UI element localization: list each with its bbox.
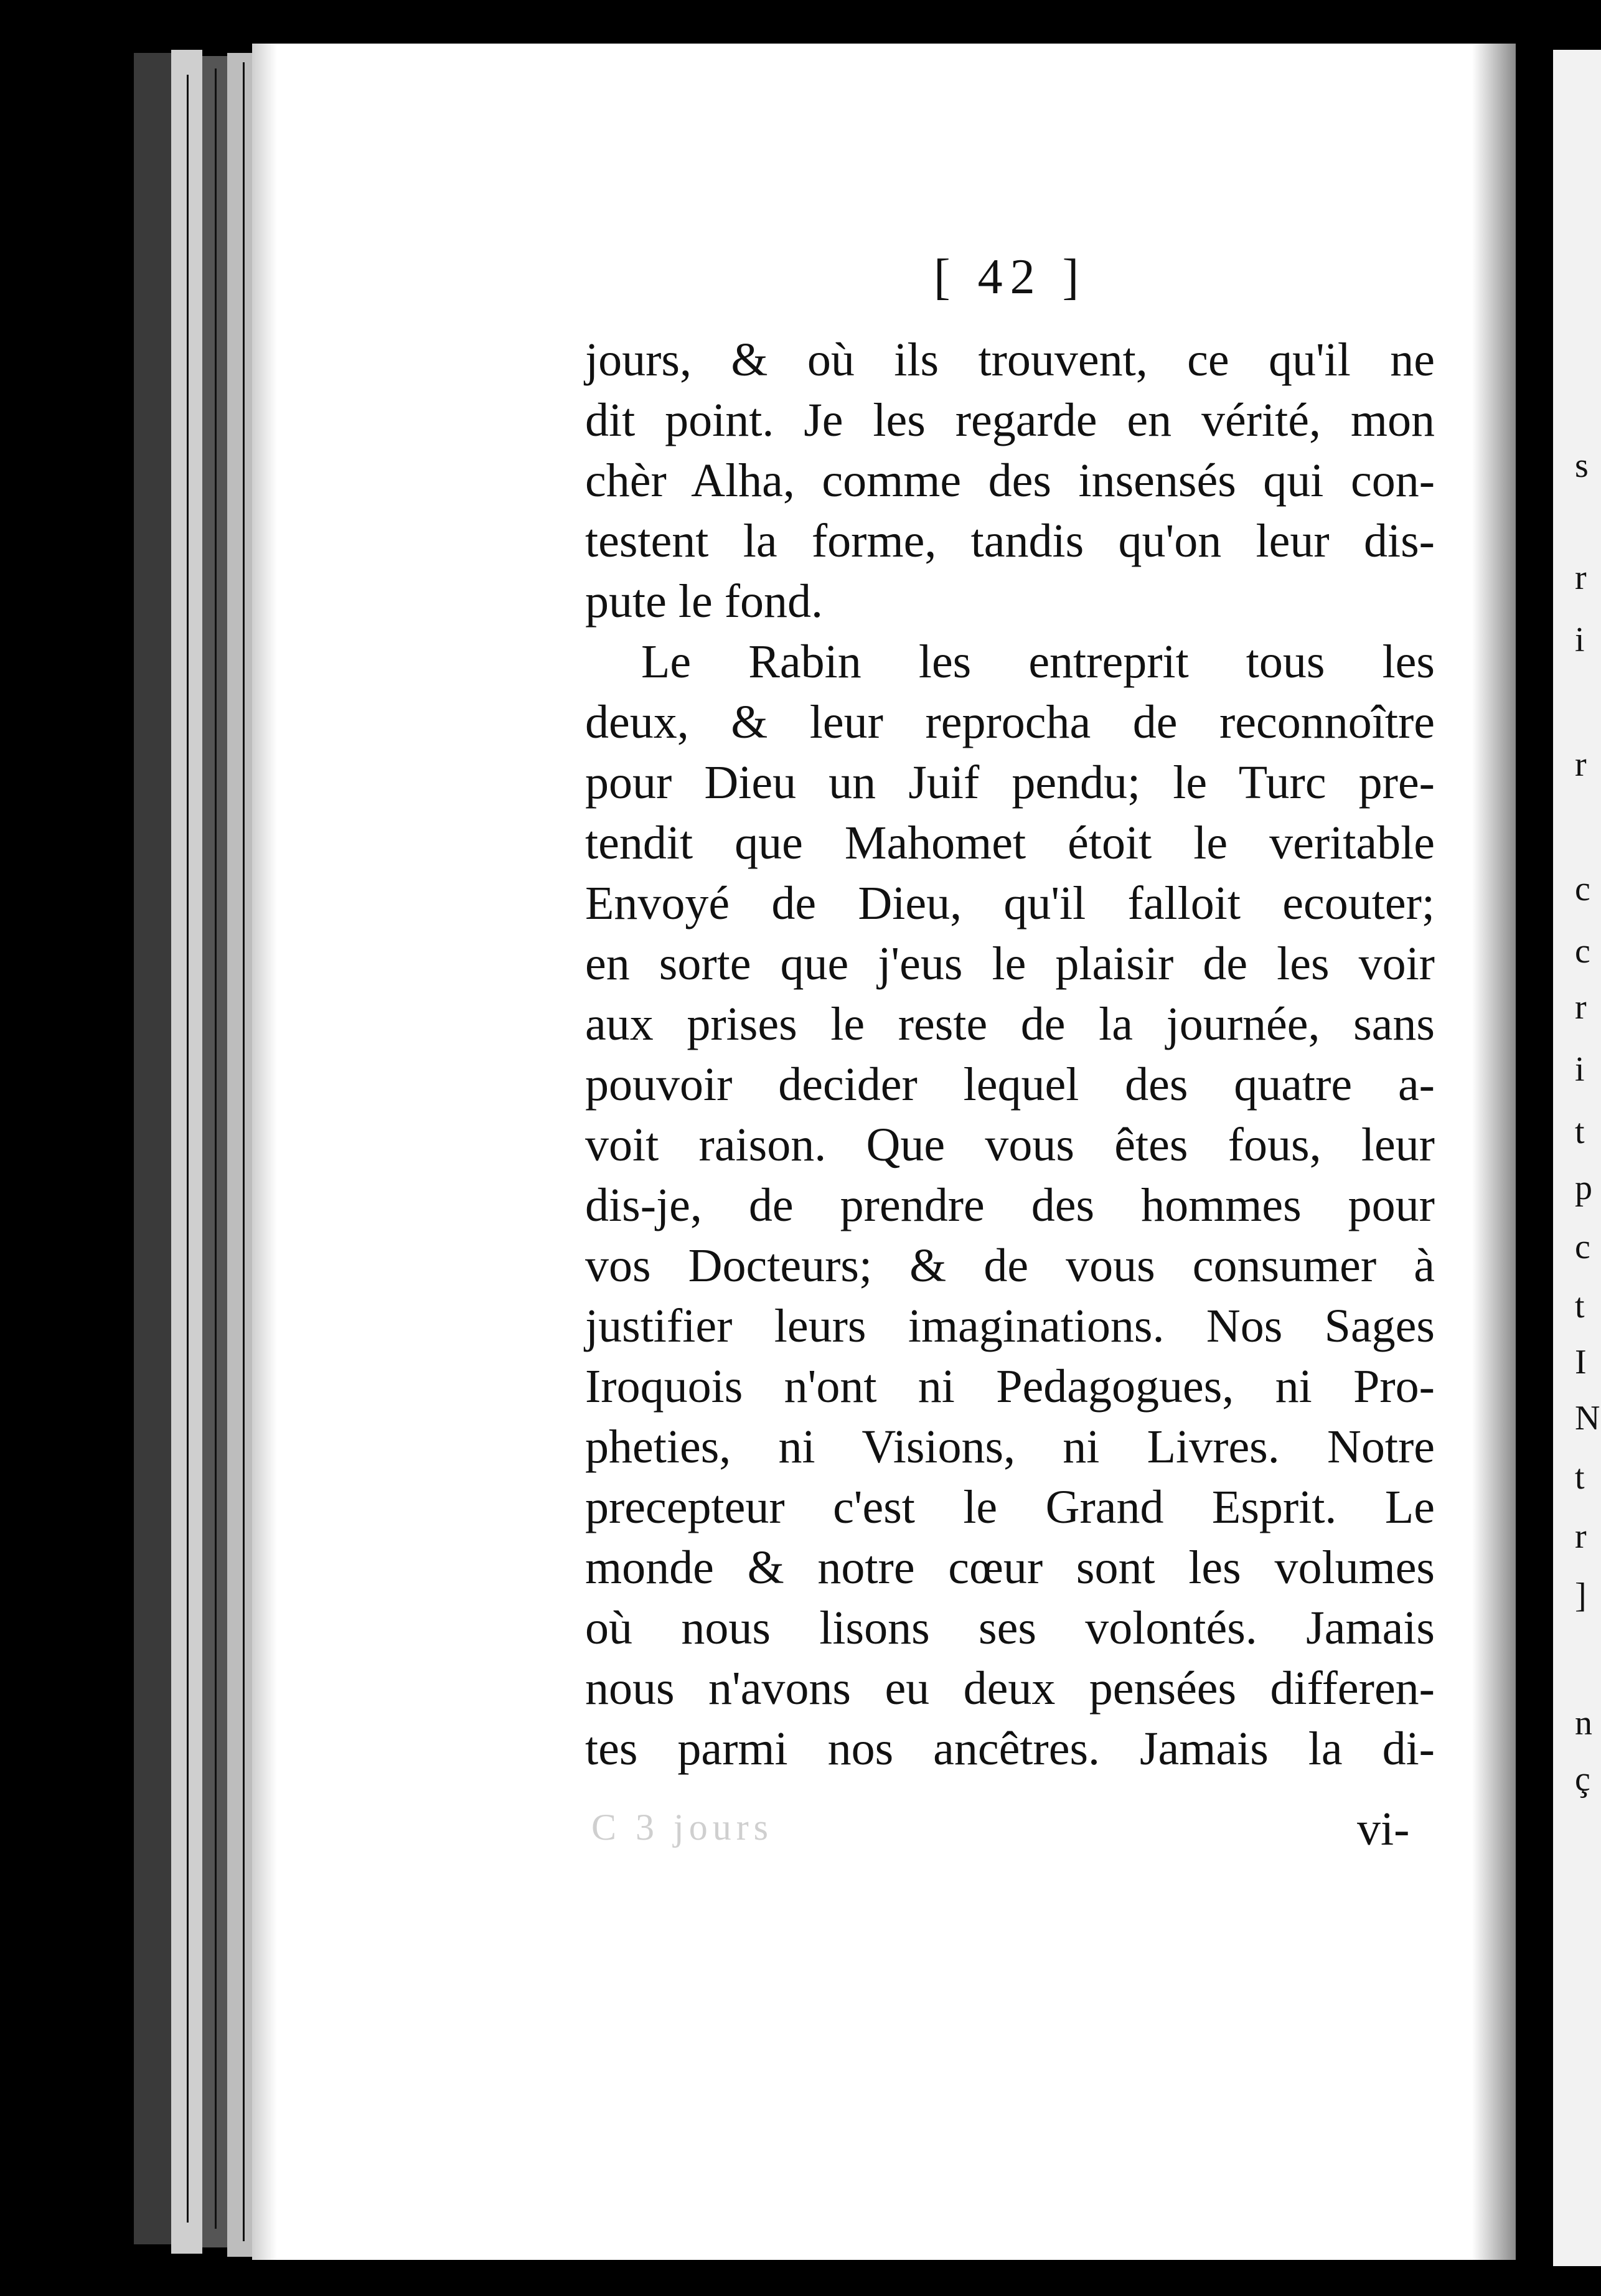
page-number: [ 42 ] [934, 250, 1087, 304]
text-line: justifier leurs imaginations. Nos Sages [585, 1300, 1435, 1352]
text-line: monde & notre cœur sont les volumes [585, 1541, 1435, 1594]
text-line: où nous lisons ses volontés. Jamais [585, 1602, 1435, 1654]
facing-page-fragment: t [1575, 1113, 1585, 1151]
facing-page-fragment: r [1575, 558, 1587, 597]
text-line: chèr Alha, comme des insensés qui con- [585, 454, 1435, 507]
text-line: aux prises le reste de la journée, sans [585, 998, 1435, 1050]
page-edge-line [187, 75, 189, 2223]
page-edge [227, 53, 255, 2257]
text-line: en sorte que j'eus le plaisir de les voir [585, 938, 1435, 990]
leaf-shadow [1472, 44, 1516, 2260]
text-line: precepteur c'est le Grand Esprit. Le [585, 1481, 1435, 1533]
facing-page-fragment: c [1575, 932, 1590, 971]
facing-page [1553, 50, 1601, 2266]
facing-page-fragment: r [1575, 1517, 1587, 1556]
text-line: pour Dieu un Juif pendu; le Turc pre- [585, 756, 1435, 809]
text-line: voit raison. Que vous êtes fous, leur [585, 1119, 1435, 1171]
text-line: pute le fond. [585, 575, 824, 628]
facing-page-fragment: r [1575, 988, 1587, 1027]
text-line: tendit que Mahomet étoit le veritable [585, 817, 1435, 869]
page-edge [134, 53, 171, 2244]
text-line: pouvoir decider lequel des quatre a- [585, 1058, 1435, 1111]
text-line: nous n'avons eu deux pensées differen- [585, 1662, 1435, 1715]
page-edge-line [215, 68, 217, 2229]
facing-page-fragment: t [1575, 1287, 1585, 1325]
text-line: testent la forme, tandis qu'on leur dis- [585, 515, 1435, 567]
facing-page-fragment: i [1575, 1050, 1585, 1089]
page-edge-line [243, 62, 245, 2241]
facing-page-fragment: r [1575, 745, 1587, 784]
text-line: dis-je, de prendre des hommes pour [585, 1179, 1435, 1231]
facing-page-fragment: N [1575, 1399, 1600, 1437]
text-line: dit point. Je les regarde en vérité, mon [585, 394, 1435, 446]
leaf-shadow [252, 44, 277, 2260]
text-line: vos Docteurs; & de vous consumer à [585, 1240, 1435, 1292]
bleed-through-text: C 3 jours [591, 1807, 774, 1848]
text-line: pheties, ni Visions, ni Livres. Notre [585, 1421, 1435, 1473]
facing-page-fragment: ç [1575, 1760, 1590, 1799]
text-line: tes parmi nos ancêtres. Jamais la di- [585, 1723, 1435, 1775]
facing-page-fragment: p [1575, 1169, 1592, 1207]
text-line: Iroquois n'ont ni Pedagogues, ni Pro- [585, 1360, 1435, 1413]
facing-page-fragment: ] [1575, 1576, 1587, 1615]
text-line: Envoyé de Dieu, qu'il falloit ecouter; [585, 877, 1435, 929]
text-line: Le Rabin les entreprit tous les [641, 636, 1435, 688]
text-line: jours, & où ils trouvent, ce qu'il ne [585, 334, 1435, 386]
catchword: vi- [1357, 1803, 1410, 1855]
facing-page-fragment: I [1575, 1343, 1587, 1381]
facing-page-fragment: i [1575, 621, 1585, 659]
facing-page-fragment: t [1575, 1458, 1585, 1497]
text-line: deux, & leur reprocha de reconnoître [585, 696, 1435, 748]
facing-page-fragment: n [1575, 1704, 1592, 1743]
facing-page-fragment: c [1575, 1228, 1590, 1266]
facing-page-fragment: c [1575, 870, 1590, 908]
facing-page-fragment: s [1575, 446, 1589, 485]
